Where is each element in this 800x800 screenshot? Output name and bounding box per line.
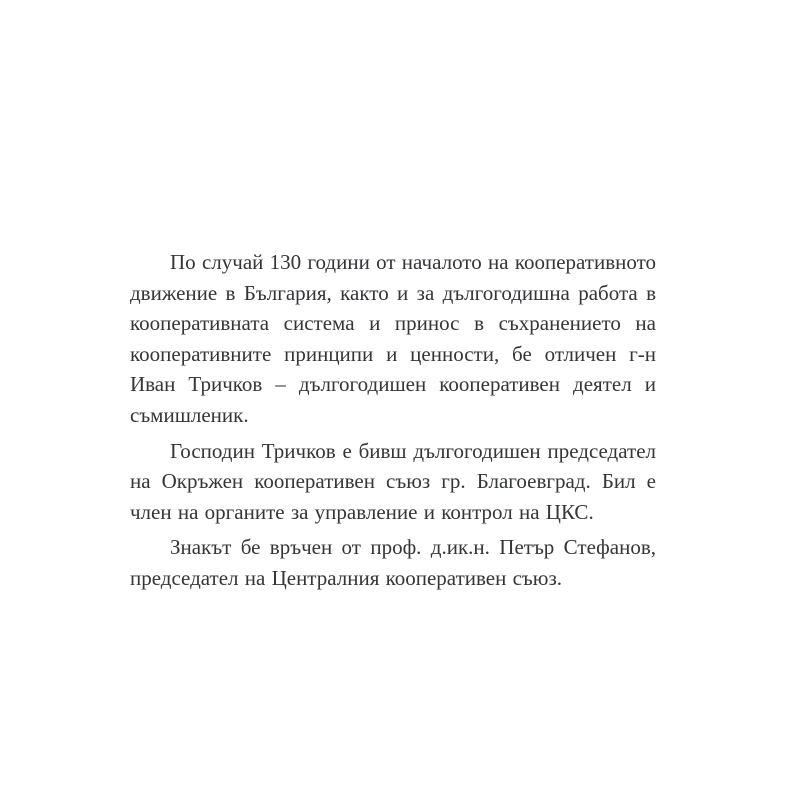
paragraph-award-occasion: По случай 130 години от началото на кооперативното движение в България, както и за дългогодишна работа в кооперативната система и принос в съхранението на кооперативните принципи и ценности, бе отличен г-н Иван Тричков – дългогодишен кооперативен деятел и съмишленик. (130, 250, 656, 427)
text-block (130, 247, 656, 599)
paragraph-presenter: Знакът бе връчен от проф. д.ик.н. Петър Стефанов, председател на Централния кооперативен съюз. (130, 535, 656, 590)
paragraph-biography: Господин Тричков е бивш дългогодишен председател на Окръжен кооперативен съюз гр. Благоевград. Бил е член на органите за управление и контрол на ЦКС. (130, 438, 656, 524)
